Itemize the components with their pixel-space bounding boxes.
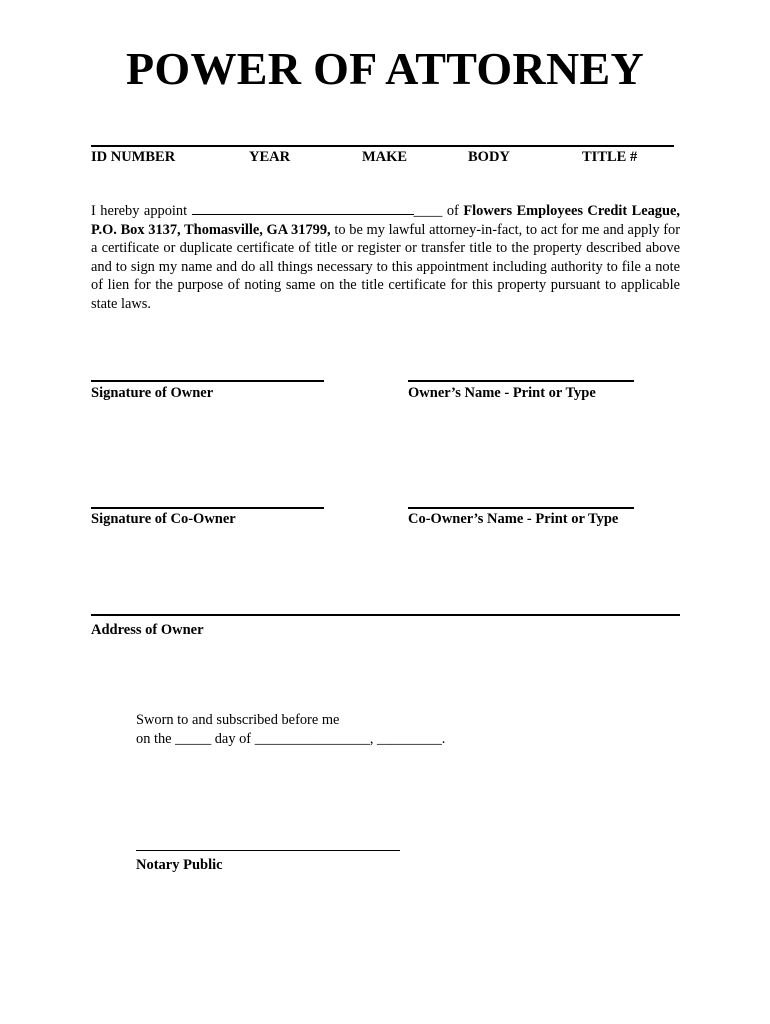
document-title: POWER OF ATTORNEY (126, 43, 644, 94)
notary-signature-line[interactable] (136, 850, 400, 851)
owner-address-label: Address of Owner (91, 622, 204, 638)
owner-signature-line[interactable] (91, 380, 324, 382)
year-label: YEAR (249, 149, 291, 165)
appointee-name: Flowers Employees Credit League, P.O. Box 3137, Thomasville, GA 31799, (91, 203, 680, 238)
appointee-blank-field[interactable] (192, 202, 414, 215)
appointee-trailing-blank: ____ (413, 203, 443, 219)
of-word: of (442, 203, 464, 219)
appointment-body: to be my lawful attorney-in-fact, to act for me and apply for a certificate or duplicate certificate of title or register or transfer title to the property described above and to sign my name and do all things necessary to this appointment including authority to file a note of lien for the purpose of noting same on the title certificate for this property pursuant to applicable state laws. (91, 221, 681, 312)
coowner-name-line[interactable] (408, 507, 634, 509)
owner-signature-label: Signature of Owner (91, 385, 214, 401)
owner-name-line[interactable] (408, 380, 634, 382)
coowner-name-label: Co-Owner’s Name - Print or Type (408, 511, 619, 527)
body-label: BODY (468, 149, 510, 165)
owner-address-line[interactable] (91, 614, 680, 616)
sworn-statement: Sworn to and subscribed before me (136, 712, 340, 728)
notary-date-line[interactable]: on the _____ day of ________________, _________. (136, 731, 446, 747)
id-number-label: ID NUMBER (91, 149, 176, 165)
make-label: MAKE (362, 149, 408, 165)
coowner-signature-line[interactable] (91, 507, 324, 509)
coowner-signature-label: Signature of Co-Owner (91, 511, 236, 527)
notary-public-label: Notary Public (136, 857, 223, 873)
appointment-lead: I hereby appoint (91, 203, 188, 219)
appointment-paragraph (91, 202, 680, 314)
title-number-label: TITLE # (582, 149, 638, 165)
owner-name-label: Owner’s Name - Print or Type (408, 385, 596, 401)
vehicle-info-line[interactable] (91, 145, 674, 147)
